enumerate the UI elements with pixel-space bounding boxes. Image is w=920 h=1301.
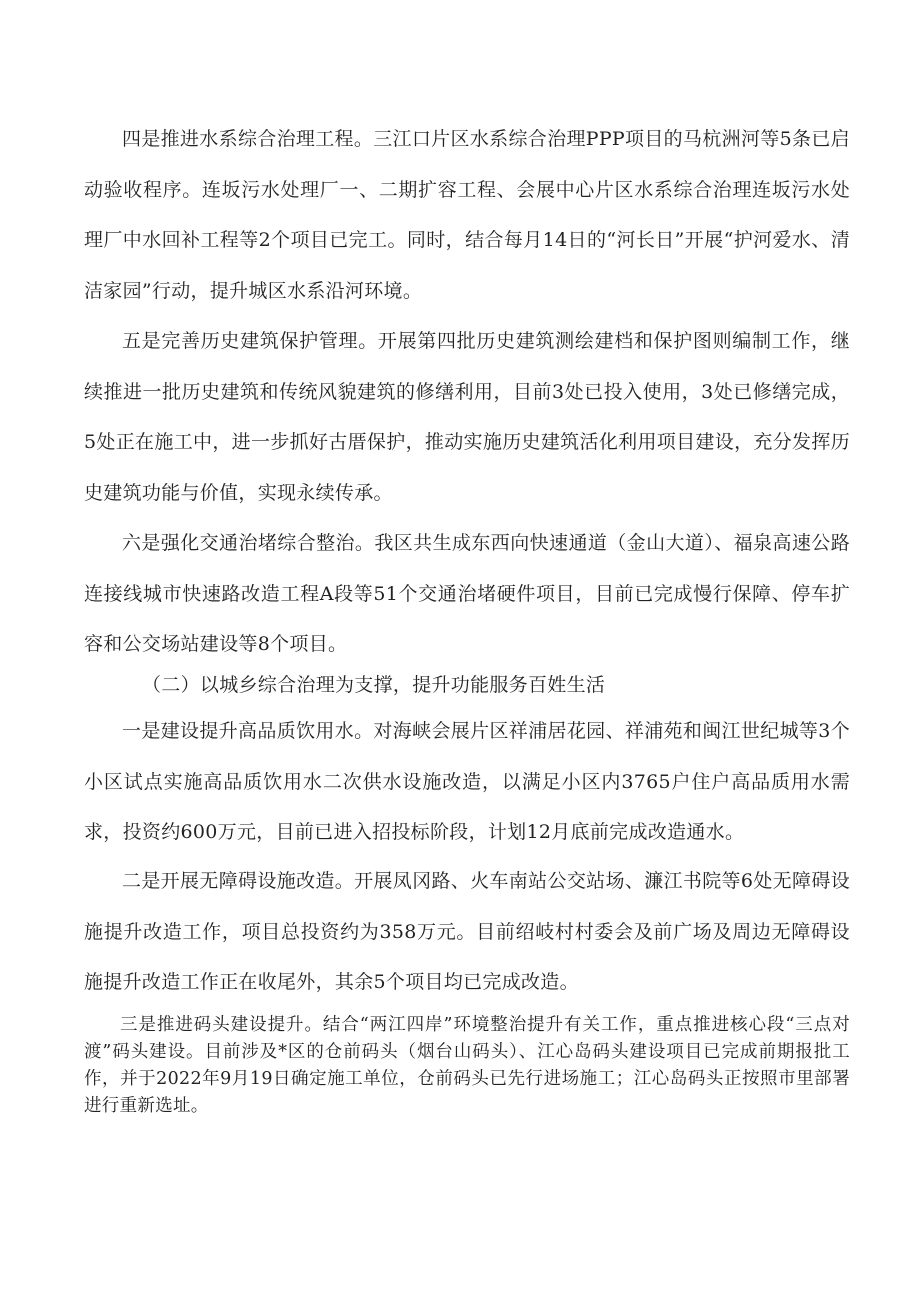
- paragraph-traffic: 六是强化交通治堵综合整治。我区共生成东西向快速通道（金山大道）、福泉高速公路连接线城市快速路改造工程A段等51个交通治堵硬件项目，目前已完成慢行保障、停车扩容和公交场站建设等8个项目。: [84, 532, 850, 656]
- paragraph-water-system: 四是推进水系综合治理工程。三江口片区水系综合治理PPP项目的马杭洲河等5条已启动验收程序。连坂污水处理厂一、二期扩容工程、会展中心片区水系综合治理连坂污水处理厂中水回补工程等2个项目已完工。同时，结合每月14日的“河长日”开展“护河爱水、清洁家园”行动，提升城区水系沿河环境。: [84, 128, 850, 303]
- paragraph-historic-buildings: 五是完善历史建筑保护管理。开展第四批历史建筑测绘建档和保护图则编制工作，继续推进一批历史建筑和传统风貌建筑的修缮利用，目前3处已投入使用，3处已修缮完成，5处正在施工中，进一步抓好古厝保护，推动实施历史建筑活化利用项目建设，充分发挥历史建筑功能与价值，实现永续传承。: [84, 330, 850, 505]
- section-heading-2: （二）以城乡综合治理为支撑，提升功能服务百姓生活: [142, 674, 606, 696]
- paragraph-accessibility: 二是开展无障碍设施改造。开展凤冈路、火车南站公交站场、濂江书院等6处无障碍设施提升改造工作，项目总投资约为358万元。目前绍岐村村委会及前广场及周边无障碍设施提升改造工作正在收尾外，其余5个项目均已完成改造。: [84, 870, 850, 994]
- paragraph-drinking-water: 一是建设提升高品质饮用水。对海峡会展片区祥浦居花园、祥浦苑和闽江世纪城等3个小区试点实施高品质饮用水二次供水设施改造，以满足小区内3765户住户高品质用水需求，投资约600万元，目前已进入招投标阶段，计划12月底前完成改造通水。: [84, 720, 850, 844]
- paragraph-docks: 三是推进码头建设提升。结合“两江四岸”环境整治提升有关工作，重点推进核心段“三点对渡”码头建设。目前涉及*区的仓前码头（烟台山码头）、江心岛码头建设项目已完成前期报批工作，并于2022年9月19日确定施工单位，仓前码头已先行进场施工；江心岛码头正按照市里部署进行重新选址。: [84, 1015, 850, 1116]
